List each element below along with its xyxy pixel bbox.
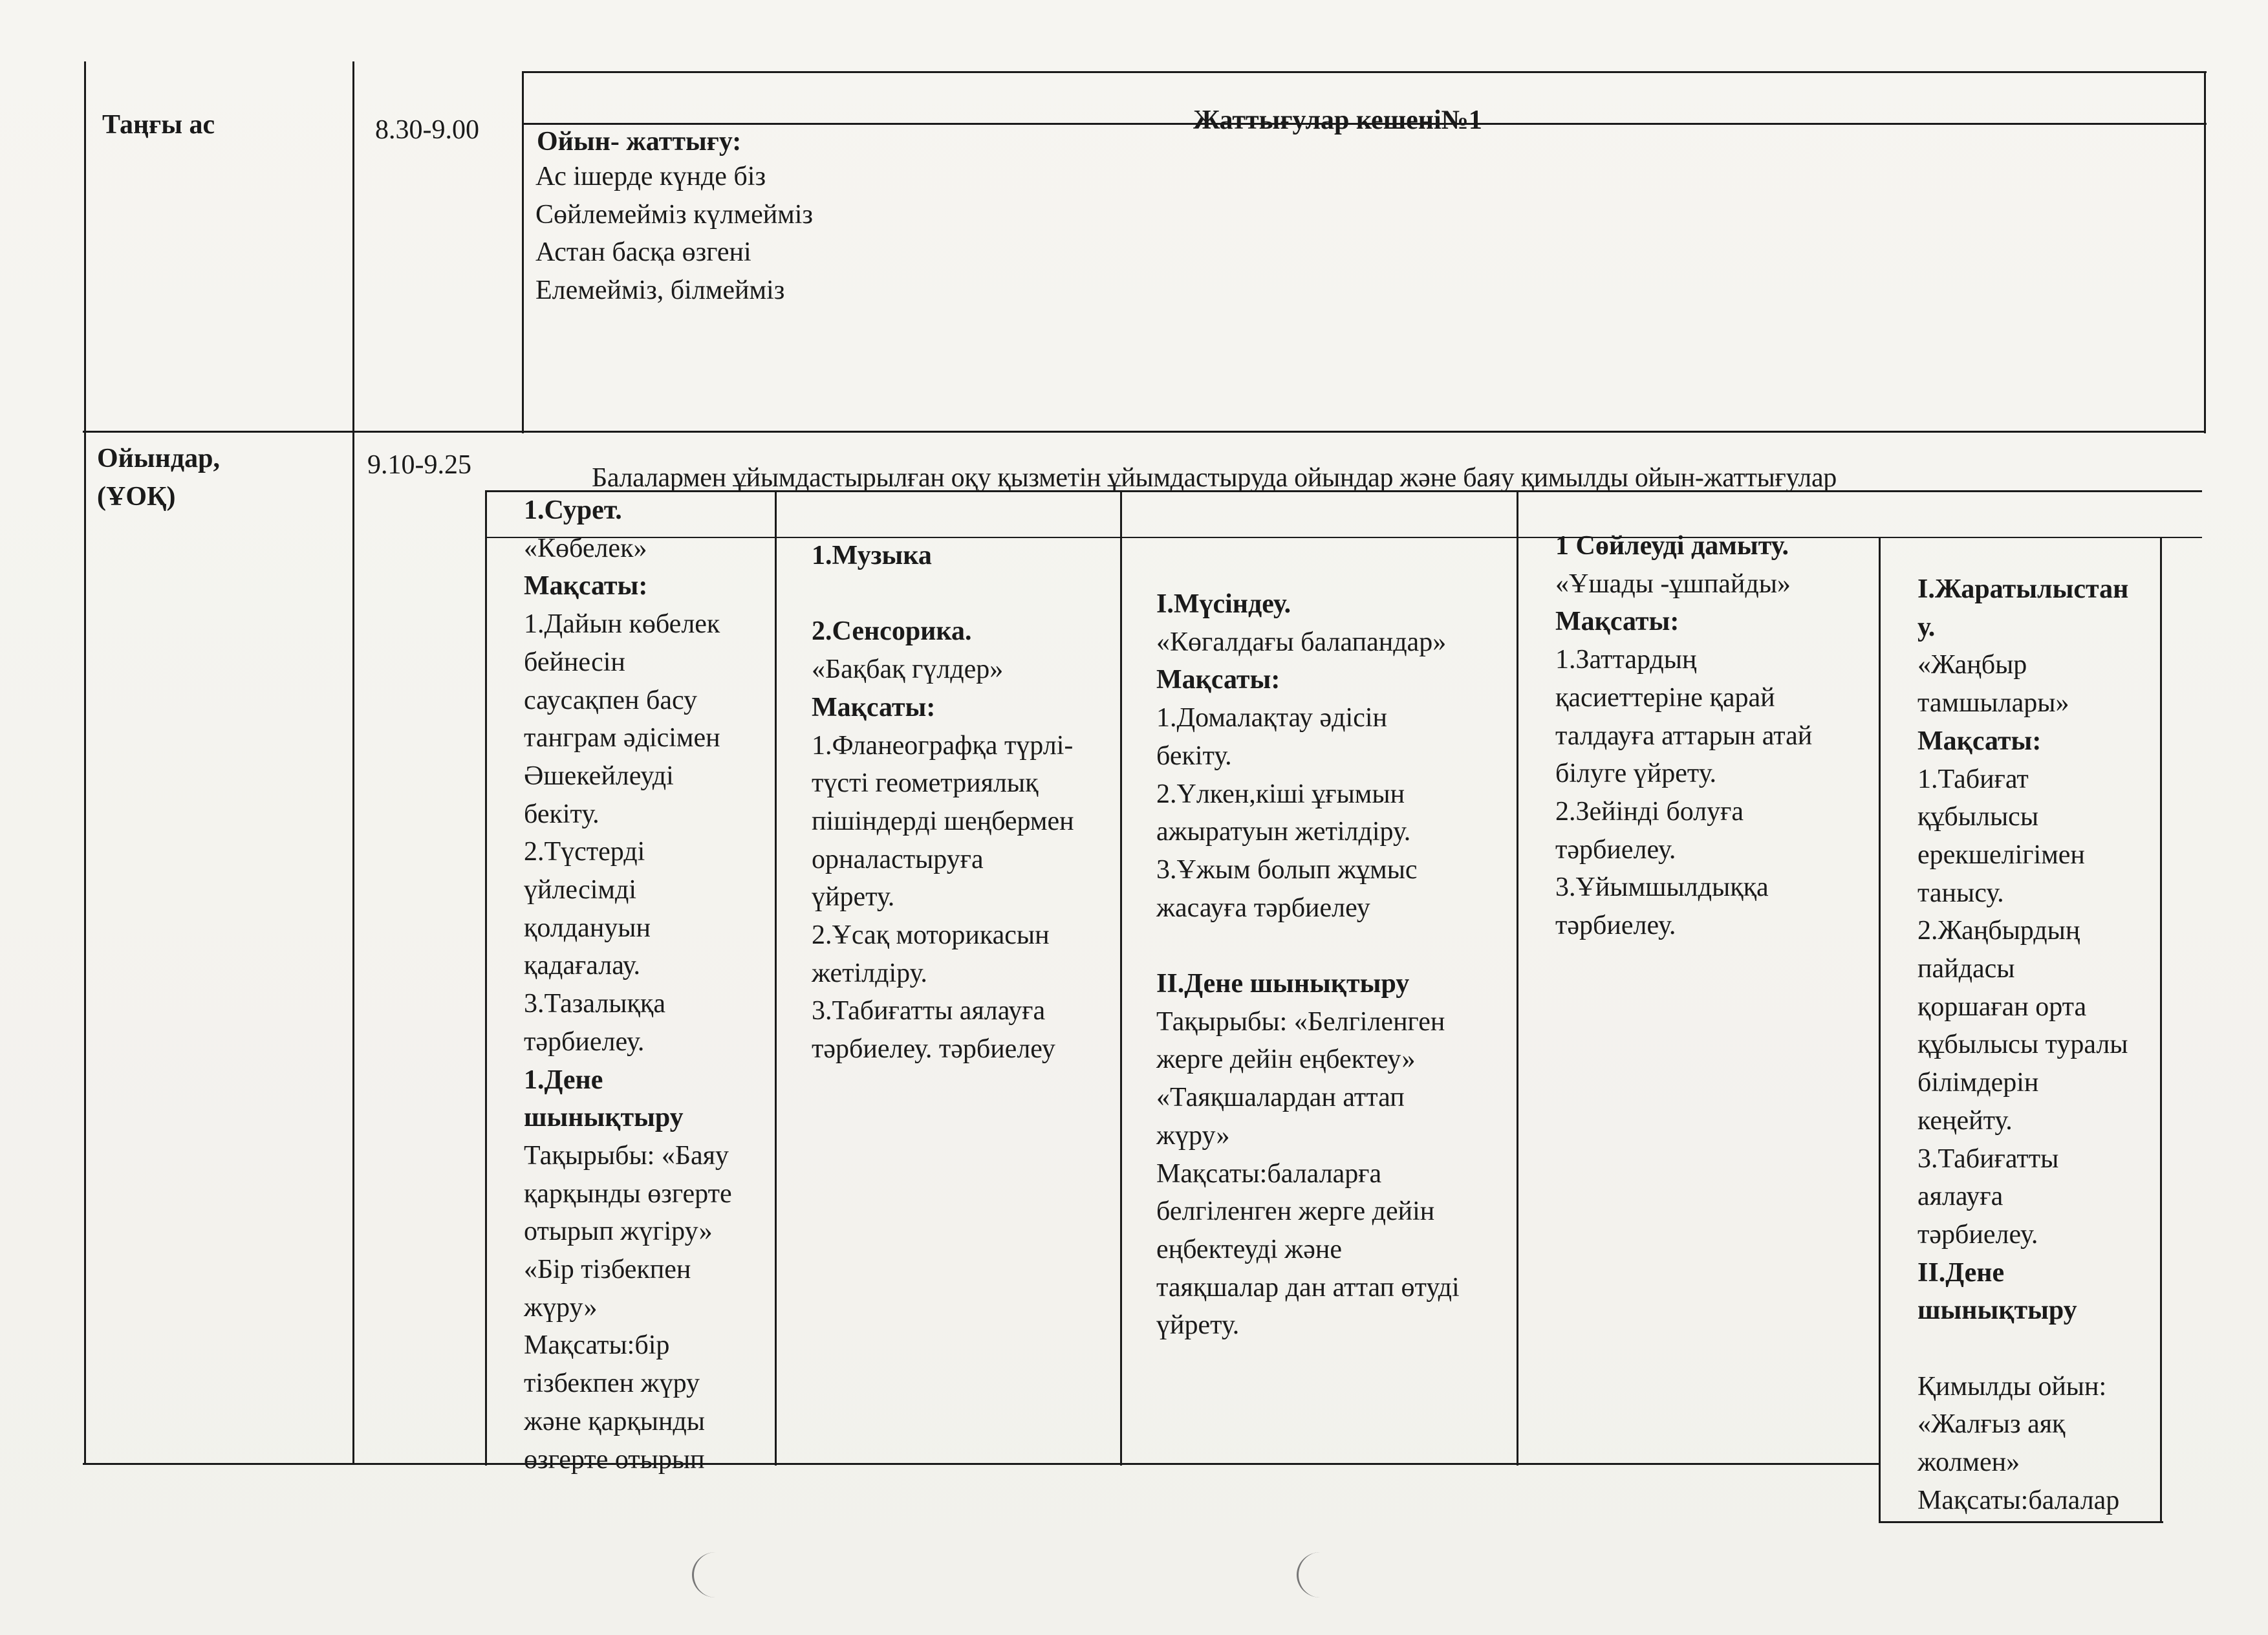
column-line: білімдерін (1917, 1068, 2039, 1098)
column-line: және қарқынды (524, 1406, 706, 1436)
column-line (812, 575, 1074, 613)
games-header: Балалармен ұйымдастырылған оқу қызметін ұйымдастыруда ойындар және баяу қимылды ойын-жаттығулар (592, 463, 1837, 493)
table-line (1120, 490, 1122, 1466)
column-line: 1.Дене (524, 1065, 603, 1095)
column-line: Тақырыбы: «Белгіленген (1156, 1006, 1445, 1037)
column-music-sensory (812, 537, 1074, 1068)
column-line: бекіту. (1156, 741, 1232, 771)
column-line: ерекшелігімен (1917, 839, 2085, 870)
column-line: у. (1917, 612, 1936, 642)
column-line: бейнесін (524, 647, 625, 677)
column-line: жетілдіру. (812, 958, 927, 988)
column-line: пайдасы (1917, 954, 2015, 984)
column-line: ІІ.Дене шынықтыру (1156, 969, 1410, 999)
column-line: тәрбиелеу. тәрбиелеу (812, 1034, 1055, 1065)
poem-line: Сөйлемейміз күлмейміз (535, 199, 814, 230)
column-line: жерге дейін еңбектеу» (1156, 1045, 1416, 1075)
column-line: «Жалғыз аяқ (1917, 1409, 2066, 1440)
column-line: қоршаған орта (1917, 991, 2087, 1022)
column-line: аялауға (1917, 1182, 2003, 1212)
column-line: 1 Сөйлеуді дамыту. (1555, 531, 1789, 561)
column-line: 1.Фланеографқа түрлі- (812, 730, 1074, 761)
poem-line: Ас ішерде күнде біз (535, 162, 766, 191)
table-line (522, 71, 2207, 73)
table-line (522, 71, 524, 433)
column-line: 1.Табиғат (1917, 764, 2029, 794)
column-line: Қимылды ойын: (1917, 1371, 2107, 1402)
column-speech (1555, 527, 1812, 945)
column-line: кеңейту. (1917, 1105, 2013, 1136)
punch-hole-mark (1297, 1552, 1344, 1597)
column-line: Мақсаты: (812, 692, 936, 722)
column-line: бекіту. (524, 799, 599, 829)
column-line: 3.Тазалыққа (524, 989, 665, 1019)
table-line (1879, 537, 1881, 1523)
column-line: пішіндерді шеңбермен (812, 806, 1074, 836)
column-line: таяқшалар дан аттап өтуді (1156, 1272, 1460, 1303)
column-line: Мақсаты: (1156, 665, 1280, 695)
column-line: 3.Табиғатты аялауға (812, 996, 1046, 1026)
column-line: тәрбиелеу. (524, 1026, 645, 1057)
column-line: Мақсаты:балалар (1917, 1485, 2120, 1515)
table-line (1517, 490, 1518, 1466)
column-line: жасауға тәрбиелеу (1156, 893, 1370, 923)
row-label-line: (ҰОҚ) (97, 481, 176, 512)
column-modeling (1156, 585, 1460, 1345)
table-line (485, 490, 487, 1466)
column-line: «Ұшады -ұшпайды» (1555, 568, 1791, 599)
column-line: Мақсаты:балаларға (1156, 1158, 1382, 1189)
column-line: талдауға аттарын атай (1555, 720, 1813, 751)
table-line (775, 490, 777, 1466)
column-line: 1.Домалақтау әдісін (1156, 703, 1387, 733)
column-line: белгіленген жерге дейін (1156, 1196, 1435, 1227)
column-line: танграм әдісімен (524, 723, 720, 753)
column-line: І.Жаратылыстан (1917, 574, 2129, 604)
column-line: 1.Дайын көбелек (524, 609, 720, 640)
column-line: «Көбелек» (524, 533, 647, 563)
column-line: 2.Ұсақ моторикасын (812, 920, 1050, 951)
column-line: еңбектеуді және (1156, 1234, 1343, 1264)
column-line: 1.Музыка (812, 541, 932, 570)
column-line: «Таяқшалардан аттап (1156, 1083, 1405, 1113)
column-line: тізбекпен жүру (524, 1369, 700, 1399)
column-line: 1.Сурет. (524, 495, 622, 525)
column-line: Әшекейлеуді (524, 761, 674, 791)
column-line (1917, 1330, 2128, 1368)
column-line: құбылысы (1917, 802, 2039, 832)
row-label-breakfast: Таңғы ас (102, 110, 215, 140)
column-line: Мақсаты: (1555, 607, 1679, 637)
column-line: 2.Зейінді болуға (1555, 796, 1744, 827)
column-line: 3.Ұйымшылдыққа (1555, 872, 1769, 903)
column-line: қарқынды өзгерте (524, 1178, 732, 1209)
column-line: тамшылары» (1917, 688, 2069, 719)
column-line: жолмен» (1917, 1447, 2020, 1478)
column-line: Мақсаты:бір (524, 1330, 670, 1361)
column-line: құбылысы туралы (1917, 1030, 2128, 1060)
column-line: қадағалау. (524, 951, 641, 981)
column-line: 3.Ұжым болып жұмыс (1156, 854, 1418, 885)
table-line (485, 537, 2202, 538)
column-line: отырып жүгіру» (524, 1217, 713, 1247)
poem-line: Астан басқа өзгені (535, 237, 751, 267)
column-line: Тақырыбы: «Баяу (524, 1140, 729, 1171)
column-line: 2.Үлкен,кіші ұғымын (1156, 779, 1405, 809)
punch-hole-mark (692, 1552, 739, 1597)
table-line (2160, 537, 2162, 1523)
column-line: жүру» (524, 1292, 598, 1323)
column-line: 2.Түстерді (524, 837, 645, 867)
column-line: тәрбиелеу. (1555, 834, 1676, 865)
table-line (83, 431, 2204, 433)
column-nature (1917, 570, 2128, 1520)
column-line: 1.Заттардың (1555, 645, 1697, 675)
column-line: танысу. (1917, 878, 2004, 908)
column-line: үйлесімді (524, 875, 637, 905)
column-line: ажыратуын жетілдіру. (1156, 817, 1411, 847)
column-line: қолдануын (524, 913, 651, 943)
column-line: қасиеттеріне қарай (1555, 682, 1775, 713)
column-line: орналастыруға (812, 844, 984, 874)
column-line: білуге үйрету. (1555, 759, 1717, 789)
column-line: Мақсаты: (1917, 726, 2042, 756)
column-line: саусақпен басу (524, 685, 698, 715)
column-line: «Жаңбыр (1917, 650, 2027, 680)
column-line: «Бақбақ гүлдер» (812, 655, 1004, 685)
table-line (1879, 1521, 2163, 1523)
column-line: Мақсаты: (524, 571, 648, 601)
table-line (352, 61, 354, 1465)
column-line: үйрету. (812, 882, 895, 913)
column-line: үйрету. (1156, 1310, 1240, 1341)
column-line: 2.Жаңбырдың (1917, 916, 2080, 946)
column-line (1156, 927, 1460, 965)
table-line (84, 61, 86, 1465)
column-line: шынықтыру (524, 1103, 684, 1133)
row-label-games (97, 440, 220, 515)
column-line: І.Мүсіндеу. (1156, 589, 1291, 619)
column-line: 3.Табиғатты (1917, 1143, 2059, 1174)
column-line: «Көгалдағы балапандар» (1156, 627, 1447, 657)
game-exercise-title: Ойын- жаттығу: (537, 127, 742, 157)
table-line (2204, 71, 2206, 433)
column-line: 2.Сенсорика. (812, 616, 972, 647)
column-line: шынықтыру (1917, 1295, 2077, 1326)
column-line: ІІ.Дене (1917, 1257, 2005, 1288)
column-line: өзгерте отырып (524, 1444, 705, 1475)
poem-line: Елемейміз, білмейміз (535, 275, 785, 305)
column-line: тәрбиелеу. (1917, 1219, 2038, 1250)
column-line: жүру» (1156, 1120, 1230, 1151)
column-line: тәрбиелеу. (1555, 911, 1676, 941)
exercise-header: Жаттығулар кешені№1 (1193, 105, 1482, 135)
column-line: «Бір тізбекпен (524, 1255, 691, 1285)
row-time-games: 9.10-9.25 (367, 450, 471, 480)
poem-block (535, 158, 813, 309)
column-line: түсті геометриялық (812, 768, 1039, 799)
row-label-line: Ойындар, (97, 444, 220, 473)
column-drawing (524, 492, 732, 1478)
row-time-breakfast: 8.30-9.00 (375, 115, 479, 145)
